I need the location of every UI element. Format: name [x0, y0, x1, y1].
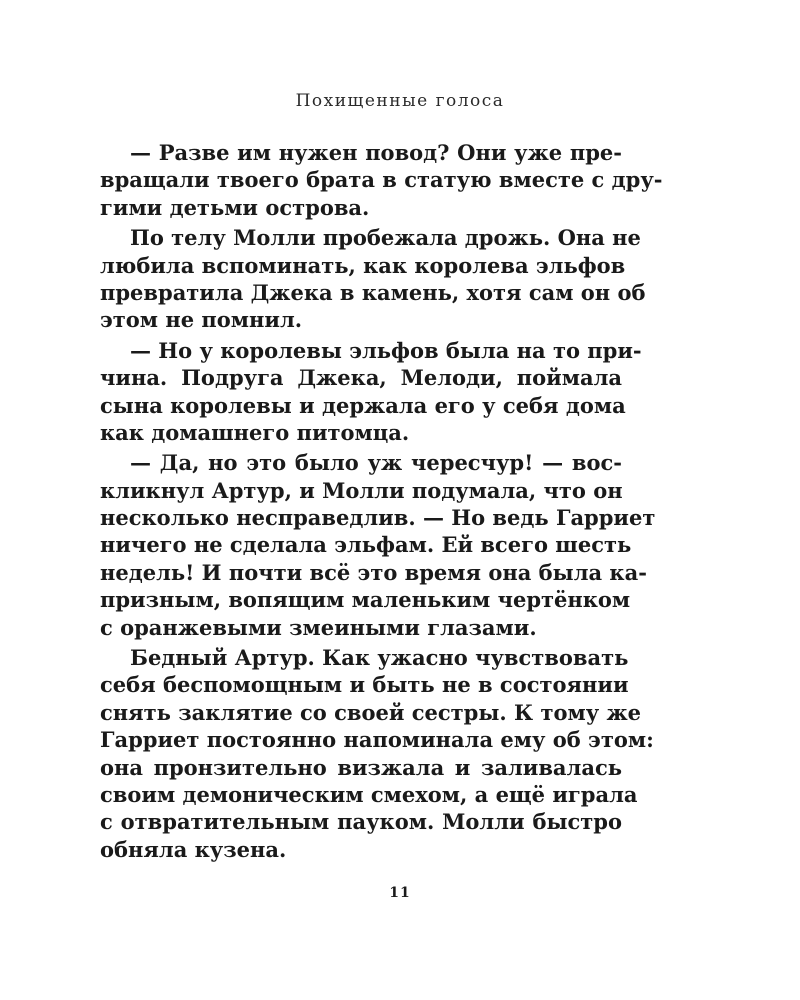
text-line: своим демоническим смехом, а ещё играла — [100, 781, 638, 807]
text-line: гими детьми острова. — [100, 194, 370, 220]
paragraph — [100, 449, 656, 641]
paragraph — [100, 337, 642, 447]
text-line: вращали твоего брата в статую вместе с дру- — [100, 167, 663, 193]
text-line: — Да, но это было уж чересчур! — вос- — [130, 450, 622, 476]
text-line: недель! И почти всё это время она была ка- — [100, 559, 647, 585]
text-line: ничего не сделала эльфам. Ей всего шесть — [100, 532, 632, 558]
text-line: Бедный Артур. Как ужасно чувствовать — [130, 645, 629, 671]
text-line: сына королевы и держала его у себя дома — [100, 392, 626, 418]
text-line: снять заклятие со своей сестры. К тому же — [100, 699, 642, 725]
text-line: обняла кузена. — [100, 836, 287, 862]
text-line: как домашнего питомца. — [100, 419, 410, 445]
text-line: с оранжевыми змеиными глазами. — [100, 614, 537, 640]
text-line: кликнул Артур, и Молли подумала, что он — [100, 477, 623, 503]
text-line: этом не помнил. — [100, 307, 303, 333]
text-line: с отвратительным пауком. Молли быстро — [100, 809, 622, 835]
text-line: чина. Подруга Джека, Мелоди, поймала — [100, 365, 622, 391]
text-line: несколько несправедлив. — Но ведь Гарриет — [100, 505, 656, 531]
paragraph — [100, 139, 663, 221]
text-line: превратила Джека в камень, хотя сам он об — [100, 279, 646, 305]
text-line: По телу Молли пробежала дрожь. Она не — [130, 225, 641, 251]
paragraph — [100, 224, 646, 334]
text-line: — Разве им нужен повод? Они уже пре- — [130, 140, 622, 165]
paragraph — [100, 644, 654, 863]
text-line: она пронзительно визжала и заливалась — [100, 754, 622, 780]
body-text — [100, 139, 663, 866]
text-line: призным, вопящим маленьким чертёнком — [100, 587, 631, 613]
text-line: Гарриет постоянно напоминала ему об этом: — [100, 727, 654, 753]
text-line: любила вспоминать, как королева эльфов — [100, 252, 626, 278]
text-line: себя беспомощным и быть не в состоянии — [100, 672, 629, 698]
running-title: Похищенные голоса — [295, 91, 505, 111]
text-line: — Но у королевы эльфов была на то при- — [130, 337, 642, 363]
page-number: 11 — [389, 885, 411, 901]
